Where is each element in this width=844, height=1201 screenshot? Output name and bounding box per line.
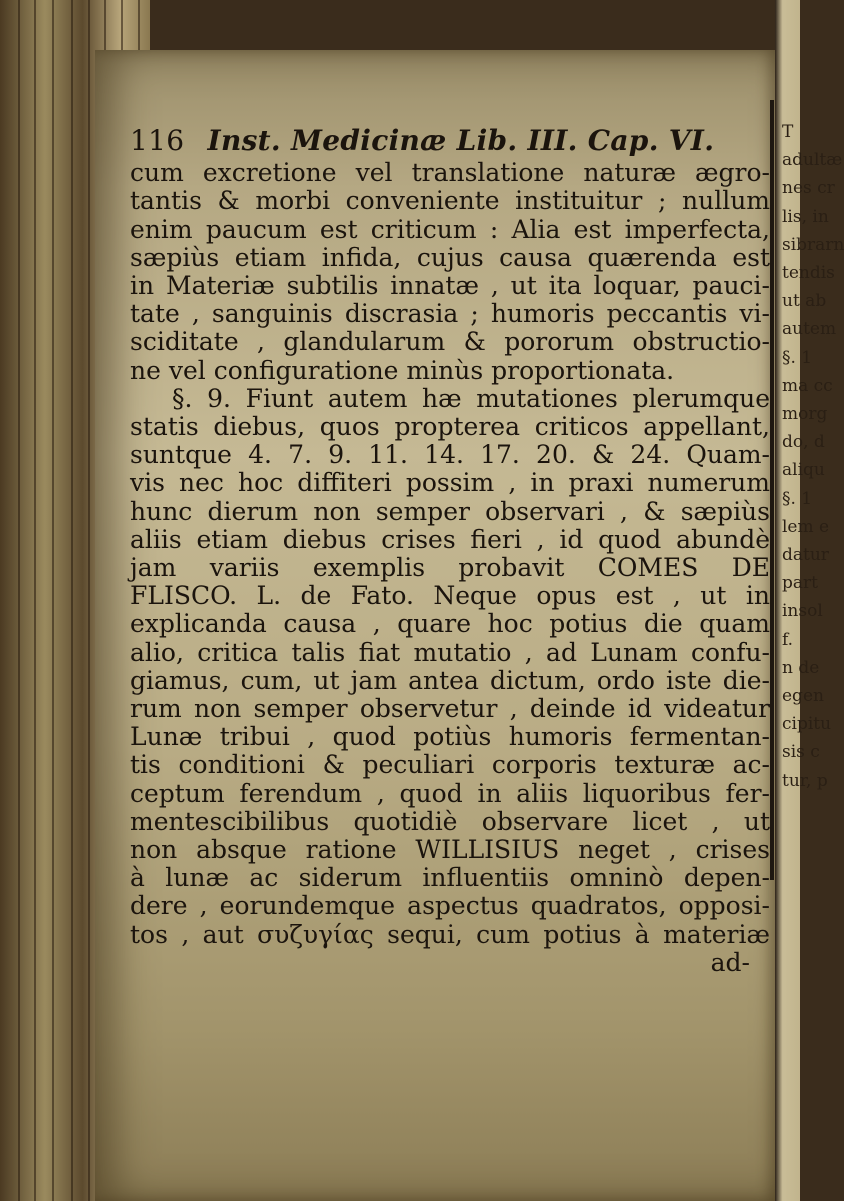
- text-line: statis diebus, quos propterea criticos appellant,: [130, 412, 770, 442]
- text-line: tis conditioni & peculiari corporis texturæ ac-: [130, 750, 770, 780]
- facing-page-fragment: part: [782, 573, 818, 594]
- text-line: mentescibilibus quotidiè observare licet , ut: [130, 806, 770, 836]
- text-line: rum non semper observetur , deinde id videatur: [130, 694, 770, 724]
- catchword: ad-: [710, 947, 750, 977]
- facing-page-fragment: T: [782, 122, 794, 142]
- text-line: dere , eorundemque aspectus quadratos, opposi-: [130, 891, 770, 921]
- facing-page-fragment: lis, in: [782, 206, 829, 227]
- facing-page-fragment: cipitu: [782, 714, 832, 735]
- text-line: à lunæ ac siderum influentiis omninò depen-: [130, 863, 770, 893]
- facing-page-fragment: morg: [782, 404, 828, 425]
- facing-page-fragment: §. 1: [782, 347, 813, 368]
- facing-page-fragment: tendis: [782, 263, 835, 284]
- text-line: enim paucum est criticum : Alia est imperfecta,: [130, 214, 770, 244]
- facing-page-fragment: egen: [782, 686, 824, 707]
- text-line: §. 9. Fiunt autem hæ mutationes plerumque: [172, 383, 770, 413]
- facing-page-fragment: f.: [782, 629, 794, 650]
- text-line: tantis & morbi conveniente instituitur ; nullum: [130, 186, 770, 216]
- text-line: alio, critica talis fiat mutatio , ad Lunam confu-: [130, 637, 770, 667]
- facing-page-fragment: aliqu: [782, 460, 825, 481]
- text-line: aliis etiam diebus crises fieri , id quod abundè: [130, 524, 770, 554]
- facing-page-fragment: do, d: [782, 432, 825, 453]
- text-line: jam variis exemplis probavit COMES DE: [130, 553, 770, 583]
- running-head: [130, 124, 770, 157]
- text-line: vis nec hoc diffiteri possim , in praxi numerum: [130, 468, 770, 498]
- facing-page-fragment: sibrarn: [782, 234, 844, 255]
- page-text: [130, 124, 770, 977]
- text-line: FLISCO. L. de Fato. Neque opus est , ut in: [130, 581, 770, 611]
- text-line: cum excretione vel translatione naturæ ægro-: [130, 158, 770, 188]
- facing-page-text: [782, 118, 844, 795]
- text-line: giamus, cum, ut jam antea dictum, ordo iste die-: [130, 665, 770, 695]
- facing-page-fragment: ma cc: [782, 375, 833, 396]
- facing-page-fragment: autem: [782, 319, 837, 340]
- text-line: tate , sanguinis discrasia ; humoris peccantis vi-: [130, 299, 770, 329]
- text-line: hunc dierum non semper observari , & sæpiùs: [130, 496, 770, 526]
- text-line: explicanda causa , quare hoc potius die quam: [130, 609, 770, 639]
- page-number: 116: [130, 124, 185, 157]
- body-text: [130, 159, 770, 949]
- gutter-shadow: [770, 100, 774, 880]
- facing-page-fragment: ut ab: [782, 291, 827, 312]
- text-line: in Materiæ subtilis innatæ , ut ita loquar, pauci-: [130, 271, 770, 301]
- facing-page-fragment: insol: [782, 601, 823, 622]
- facing-page-fragment: datur: [782, 545, 829, 566]
- facing-page-fragment: nes cr: [782, 178, 835, 199]
- facing-page-fragment: adultæ: [782, 150, 843, 171]
- facing-page-fragment: n de: [782, 657, 820, 678]
- text-line: ne vel configuratione minùs proportionata.: [130, 355, 675, 385]
- text-line: tos , aut συζυγίας sequi, cum potius à materiæ: [130, 919, 770, 949]
- text-line: sæpiùs etiam infida, cujus causa quærenda est: [130, 242, 770, 272]
- text-line: suntque 4. 7. 9. 11. 14. 17. 20. & 24. Quam-: [130, 440, 770, 470]
- text-line: non absque ratione WILLISIUS neget , crises: [130, 835, 770, 865]
- text-line: ceptum ferendum , quod in aliis liquoribus fer-: [130, 778, 770, 808]
- running-title: Inst. Medicinæ Lib. III. Cap. VI.: [207, 124, 715, 157]
- facing-page-fragment: lem e: [782, 516, 830, 537]
- facing-page-fragment: tur, p: [782, 770, 828, 791]
- facing-page-fragment: sis c: [782, 742, 820, 763]
- text-line: Lunæ tribui , quod potiùs humoris fermentan-: [130, 722, 770, 752]
- text-line: sciditate , glandularum & pororum obstructio-: [130, 327, 770, 357]
- facing-page-fragment: §. 1: [782, 488, 813, 509]
